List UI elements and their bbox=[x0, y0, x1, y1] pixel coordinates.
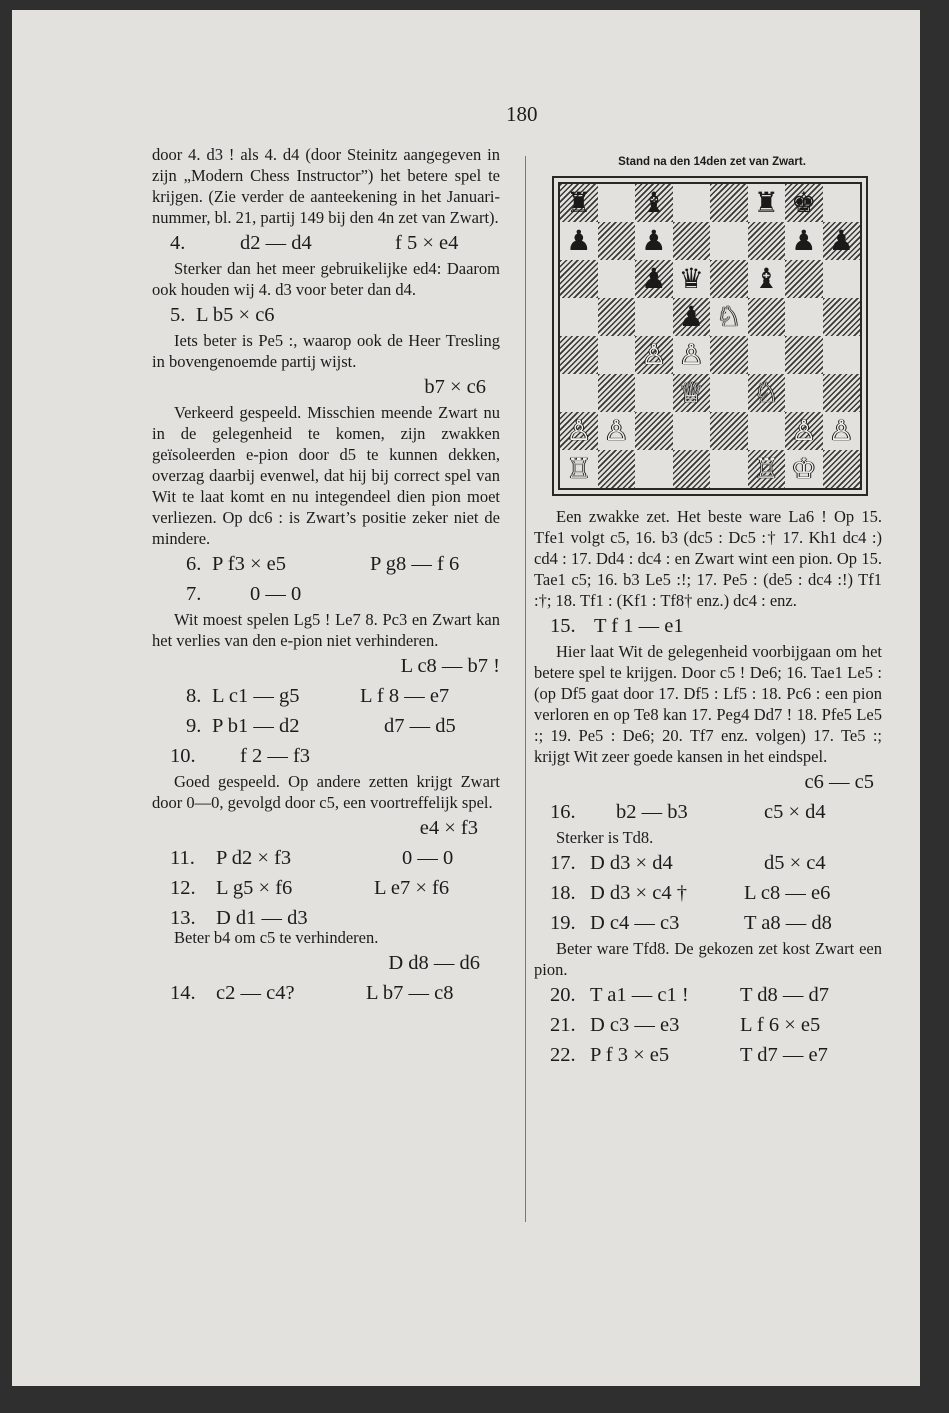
black-pawn-icon: ♟ bbox=[566, 224, 592, 257]
black-move: T d7 — e7 bbox=[740, 1044, 828, 1066]
move-row bbox=[534, 848, 882, 878]
move-row bbox=[534, 878, 882, 908]
white-move: D d3 × d4 bbox=[590, 852, 673, 874]
move-row bbox=[152, 741, 500, 771]
white-move: 0 — 0 bbox=[250, 583, 302, 605]
board-square-e7 bbox=[710, 222, 748, 260]
white-move: P d2 × f3 bbox=[216, 847, 292, 869]
black-rook-icon: ♜ bbox=[566, 186, 592, 219]
move-row bbox=[534, 980, 882, 1010]
chess-diagram bbox=[552, 176, 868, 496]
move-number: 12. bbox=[170, 877, 196, 899]
black-move-line: e4 × f3 bbox=[419, 817, 478, 839]
move-number: 18. bbox=[550, 882, 576, 904]
white-pawn-icon: ♙ bbox=[566, 414, 592, 447]
annotation-paragraph: Goed gespeeld. Op andere zetten krijgt Zwart door 0—0, gevolgd door c5, een voortreffelijk spel. bbox=[152, 772, 500, 812]
board-square-b6 bbox=[598, 260, 636, 298]
move-row bbox=[152, 843, 500, 873]
black-king-icon: ♚ bbox=[791, 186, 817, 219]
board-square-e2 bbox=[710, 412, 748, 450]
board-square-a3 bbox=[560, 374, 598, 412]
move-row bbox=[534, 1010, 882, 1040]
column-divider bbox=[525, 156, 526, 1222]
white-move: D c3 — e3 bbox=[590, 1014, 680, 1036]
board-square-b7 bbox=[598, 222, 636, 260]
move-number: 9. bbox=[186, 715, 202, 737]
white-move: P f 3 × e5 bbox=[590, 1044, 670, 1066]
black-bishop-icon: ♝ bbox=[641, 186, 667, 219]
move-row bbox=[152, 873, 500, 903]
move-number: 21. bbox=[550, 1014, 576, 1036]
board-square-d1 bbox=[673, 450, 711, 488]
board-square-b8 bbox=[598, 184, 636, 222]
annotation-paragraph: Een zwakke zet. Het beste ware La6 ! Op 15. Tfe1 volgt c5, 16. b3 (dc5 : Dc5 :† 17. Kh1 dc4 :) cd4 : 17. Dd4 : dc4 : en Zwart wint een pion. Op 15. Tae1 c5; 16. b3 Le5 :!; 17. Pe5 : (de5 : dc4 :!) Tf1 :†; 18. Tf1 : (Kf1 : Tf8† enz.) dc4 : enz. bbox=[534, 507, 882, 610]
board-square-a5 bbox=[560, 298, 598, 336]
black-move-line: L c8 — b7 ! bbox=[400, 655, 500, 677]
annotation-paragraph: Beter b4 om c5 te verhinderen. bbox=[174, 928, 379, 947]
white-queen-icon: ♕ bbox=[678, 376, 704, 409]
white-pawn-icon: ♙ bbox=[603, 414, 629, 447]
book-page bbox=[12, 10, 920, 1386]
annotation-paragraph: Iets beter is Pe5 :, waarop ook de Heer Tresling in bovengenoemde partij wijst. bbox=[152, 331, 500, 371]
white-move: f 2 — f3 bbox=[240, 745, 311, 767]
annotation-paragraph: Beter ware Tfd8. De gekozen zet kost Zwart een pion. bbox=[534, 939, 882, 979]
diagram-caption: Stand na den 14den zet van Zwart. bbox=[618, 156, 806, 168]
move-row bbox=[152, 711, 500, 741]
black-move: L b7 — c8 bbox=[366, 982, 454, 1004]
board-square-b4 bbox=[598, 336, 636, 374]
move-number: 13. bbox=[170, 907, 196, 929]
annotation-paragraph: Hier laat Wit de gelegenheid voorbijgaan om het betere spel te krijgen. Door c5 ! De6; 16. Tae1 Le5 : (op Df5 gaat door 17. Df5 : Lf5 : 18. Pc6 : een pion verloren en op Te8 kan 17. Peg4 Dd7 ! 18. Pfe5 Le5 :; 19. Pe5 : De6; 20. Tf7 enz. volgen) 17. Te5 :; krijgt Wit zeer goede kansen in het eindspel. bbox=[534, 642, 882, 766]
move-number: 8. bbox=[186, 685, 202, 707]
white-move: D d1 — d3 bbox=[216, 907, 308, 929]
move-number: 20. bbox=[550, 984, 576, 1006]
annotation-paragraph: door 4. d3 ! als 4. d4 (door Steinitz aangegeven in zijn „Modern Chess Instructor”) het betere spel te krijgen. (Zie verder de aanteekening in het Januari-nummer, bl. 21, partij 149 bij den 4n zet van Zwart). bbox=[152, 145, 500, 227]
black-move: d5 × c4 bbox=[764, 852, 826, 874]
white-pawn-icon: ♙ bbox=[678, 338, 704, 371]
board-square-d7 bbox=[673, 222, 711, 260]
white-king-icon: ♔ bbox=[791, 452, 817, 485]
black-bishop-icon: ♝ bbox=[753, 262, 779, 295]
board-square-g3 bbox=[785, 374, 823, 412]
white-move: d2 — d4 bbox=[240, 232, 312, 254]
board-square-h8 bbox=[823, 184, 861, 222]
board-square-d2 bbox=[673, 412, 711, 450]
board-square-f5 bbox=[748, 298, 786, 336]
page-number: 180 bbox=[506, 102, 538, 126]
annotation-paragraph: Wit moest spelen Lg5 ! Le7 8. Pc3 en Zwart kan het verlies van den e-pion niet verhinderen. bbox=[152, 610, 500, 650]
move-row bbox=[152, 903, 500, 933]
move-row bbox=[152, 681, 500, 711]
board-square-d8 bbox=[673, 184, 711, 222]
move-row bbox=[152, 300, 500, 330]
white-rook-icon: ♖ bbox=[753, 452, 779, 485]
board-square-b5 bbox=[598, 298, 636, 336]
board-square-f4 bbox=[748, 336, 786, 374]
white-move: P b1 — d2 bbox=[212, 715, 300, 737]
move-row bbox=[152, 579, 500, 609]
board-square-c3 bbox=[635, 374, 673, 412]
white-move: D d3 × c4 † bbox=[590, 882, 687, 904]
left-column bbox=[152, 144, 500, 1008]
chess-board bbox=[558, 182, 862, 490]
board-square-c1 bbox=[635, 450, 673, 488]
move-number: 16. bbox=[550, 801, 576, 823]
board-square-g6 bbox=[785, 260, 823, 298]
black-pawn-icon: ♟ bbox=[678, 300, 704, 333]
black-move: T a8 — d8 bbox=[744, 912, 832, 934]
white-move: L g5 × f6 bbox=[216, 877, 293, 899]
board-square-e3 bbox=[710, 374, 748, 412]
board-square-h6 bbox=[823, 260, 861, 298]
move-number: 5. bbox=[170, 304, 186, 326]
board-square-e4 bbox=[710, 336, 748, 374]
board-square-g4 bbox=[785, 336, 823, 374]
board-square-f7 bbox=[748, 222, 786, 260]
move-number: 11. bbox=[170, 847, 195, 869]
board-square-e6 bbox=[710, 260, 748, 298]
black-move: T d8 — d7 bbox=[740, 984, 830, 1006]
board-square-c2 bbox=[635, 412, 673, 450]
move-number: 10. bbox=[170, 745, 196, 767]
black-move: L e7 × f6 bbox=[374, 877, 450, 899]
move-number: 22. bbox=[550, 1044, 576, 1066]
board-square-c5 bbox=[635, 298, 673, 336]
move-number: 17. bbox=[550, 852, 576, 874]
white-pawn-icon: ♙ bbox=[791, 414, 817, 447]
move-number: 4. bbox=[170, 232, 186, 254]
white-move: b2 — b3 bbox=[616, 801, 688, 823]
move-row bbox=[534, 1040, 882, 1070]
board-square-h1 bbox=[823, 450, 861, 488]
white-move: c2 — c4? bbox=[216, 982, 295, 1004]
board-square-e8 bbox=[710, 184, 748, 222]
board-square-f2 bbox=[748, 412, 786, 450]
white-move: T f 1 — e1 bbox=[594, 615, 684, 637]
board-square-h4 bbox=[823, 336, 861, 374]
black-move-line: b7 × c6 bbox=[424, 376, 486, 398]
annotation-paragraph: Verkeerd gespeeld. Misschien meende Zwart nu in de gelegenheid te komen, zijn zwakken geïsoleerden e-pion door d5 te kunnen dekken, overzag daarbij evenwel, dat hij bij correct spel van Wit te laat komt en nu integendeel dien pion moet verliezen. Op dc6 : is Zwart’s positie zeker niet de mindere. bbox=[152, 403, 500, 548]
board-square-a6 bbox=[560, 260, 598, 298]
white-move: L c1 — g5 bbox=[212, 685, 300, 707]
white-pawn-icon: ♙ bbox=[828, 414, 854, 447]
move-row bbox=[152, 549, 500, 579]
board-square-a4 bbox=[560, 336, 598, 374]
move-number: 19. bbox=[550, 912, 576, 934]
white-move: T a1 — c1 ! bbox=[590, 984, 689, 1006]
move-row bbox=[534, 611, 882, 641]
black-move: L f 6 × e5 bbox=[740, 1014, 821, 1036]
annotation-paragraph: Sterker dan het meer gebruikelijke ed4: Daarom ook houden wij 4. d3 voor beter dan d4. bbox=[152, 259, 500, 299]
black-queen-icon: ♛ bbox=[678, 262, 704, 295]
white-move: L b5 × c6 bbox=[196, 304, 275, 326]
board-square-b3 bbox=[598, 374, 636, 412]
white-knight-icon: ♘ bbox=[753, 376, 779, 409]
right-column bbox=[534, 506, 882, 1070]
white-rook-icon: ♖ bbox=[566, 452, 592, 485]
move-row bbox=[534, 908, 882, 938]
black-move: L c8 — e6 bbox=[744, 882, 831, 904]
board-square-h5 bbox=[823, 298, 861, 336]
board-square-h3 bbox=[823, 374, 861, 412]
black-move-line: D d8 — d6 bbox=[388, 952, 480, 974]
move-number: 6. bbox=[186, 553, 202, 575]
board-square-b1 bbox=[598, 450, 636, 488]
white-pawn-icon: ♙ bbox=[641, 338, 667, 371]
black-move: L f 8 — e7 bbox=[360, 685, 450, 707]
black-pawn-icon: ♟ bbox=[641, 262, 667, 295]
move-row bbox=[534, 797, 882, 827]
move-number: 7. bbox=[186, 583, 202, 605]
black-move: P g8 — f 6 bbox=[370, 553, 460, 575]
move-row bbox=[152, 228, 500, 258]
black-pawn-icon: ♟ bbox=[791, 224, 817, 257]
black-rook-icon: ♜ bbox=[753, 186, 779, 219]
board-square-g5 bbox=[785, 298, 823, 336]
white-move: D c4 — c3 bbox=[590, 912, 680, 934]
black-move: c5 × d4 bbox=[764, 801, 826, 823]
black-move: 0 — 0 bbox=[402, 847, 454, 869]
board-square-e1 bbox=[710, 450, 748, 488]
move-number: 14. bbox=[170, 982, 196, 1004]
annotation-paragraph: Sterker is Td8. bbox=[556, 828, 654, 847]
move-number: 15. bbox=[550, 615, 576, 637]
black-move: f 5 × e4 bbox=[395, 232, 459, 254]
black-pawn-icon: ♟ bbox=[828, 224, 854, 257]
black-move: d7 — d5 bbox=[384, 715, 456, 737]
move-row bbox=[152, 978, 500, 1008]
black-move-line: c6 — c5 bbox=[804, 771, 874, 793]
black-pawn-icon: ♟ bbox=[641, 224, 667, 257]
white-move: P f3 × e5 bbox=[212, 553, 287, 575]
white-knight-icon: ♘ bbox=[716, 300, 742, 333]
